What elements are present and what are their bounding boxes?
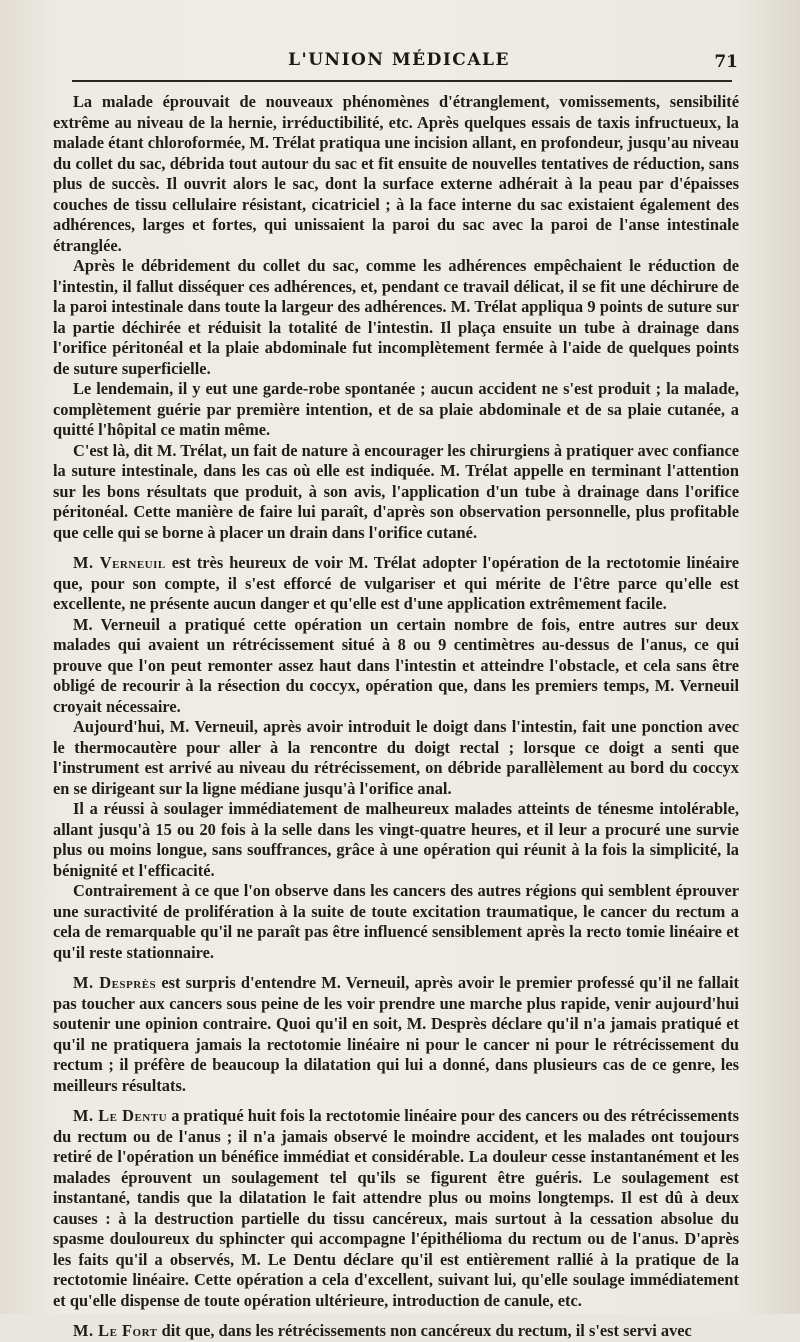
paragraph-text: dit que, dans les rétrécissements non cancéreux du rectum, il s'est servi avec	[161, 1321, 692, 1340]
paragraph-text: a pratiqué huit fois la rectotomie linéaire pour des cancers ou des rétrécissements du rectum ou de l'anus ; il n'a jamais observé le moindre accident, et les malades ont toujours retiré de l'opération un bénéfice immédiat et considérable. La douleur cesse instantanément et les malades éprouvent un soulagement tel qu'ils se figurent être guéris. Le soulagement est instantané, tandis que la dilatation le fait attendre plus ou moins longtemps. Il est dû à deux causes : à la destruction partielle du tissu cancéreux, mais surtout à la cessation absolue du spasme douloureux du sphincter qui accompagne l'épithélioma du rectum ou de l'anus. D'après les faits qu'il a observés, M. Le Dentu déclare qu'il est entièrement rallié à la pratique de la rectotomie linéaire. Cette opération a cela d'excellent, suivant lui, qu'elle soulage immédiatement et qu'elle dispense de toute opération ultérieure, introduction de canule, etc.	[53, 1106, 739, 1310]
paragraph	[53, 1106, 739, 1311]
speaker-name: M. Verneuil	[73, 553, 166, 572]
paragraph	[53, 973, 739, 1096]
paragraph: Contrairement à ce que l'on observe dans les cancers des autres régions qui semblent éprouver une suractivité de prolifération à la suite de toute excitation traumatique, le cancer du rectum a cela de remarquable qu'il ne paraît pas être influencé sensiblement après la recto tomie linéaire et qu'il reste stationnaire.	[53, 881, 739, 962]
paragraph: C'est là, dit M. Trélat, un fait de nature à encourager les chirurgiens à pratiquer avec confiance la suture intestinale, dans les cas où elle est indiquée. M. Trélat appelle en terminant l'attention sur les bons résultats que produit, à son avis, l'application d'un tube à drainage dans l'orifice péritonéal. Cette manière de faire lui paraît, d'après son observation personnelle, plus profitable que celle qui se borne à placer un drain dans l'orifice cutané.	[53, 440, 739, 542]
paragraph: M. Verneuil a pratiqué cette opération un certain nombre de fois, entre autres sur deux malades qui avaient un rétrécissement situé à 8 ou 9 centimètres au-dessus de l'anus, ce qui prouve que l'on peut remonter assez haut dans l'intestin et atteindre l'obstacle, et cela sans être obligé de recourir à la résection du coccyx, opération que, dans les premiers temps, M. Verneuil croyait nécessaire.	[53, 614, 739, 716]
paragraph: La malade éprouvait de nouveaux phénomènes d'étranglement, vomissements, sensibilité extrême au niveau de la hernie, irréductibilité, etc. Après quelques essais de taxis infructueux, la malade étant chloroformée, M. Trélat pratiqua une incision allant, en profondeur, jusqu'au niveau du collet du sac, débrida tout autour du sac et fit ensuite de nouvelles tentatives de réduction, sans plus de succès. Il ouvrit alors le sac, dont la surface externe adhérait à la peau par d'épaisses couches de tissu cellulaire résistant, cicatriciel ; à la face interne du sac existaient également des adhérences, larges et fortes, qui unissaient la paroi du sac avec la paroi de l'anse intestinale étranglée.	[53, 92, 739, 255]
paragraph: Le lendemain, il y eut une garde-robe spontanée ; aucun accident ne s'est produit ; la malade, complètement guérie par première intention, et de sa plaie abdominale et de sa plaie cutanée, a quitté l'hôpital ce matin même.	[53, 379, 739, 439]
paragraph: Il a réussi à soulager immédiatement de malheureux malades atteints de ténesme intolérable, allant jusqu'à 15 ou 20 fois à la selle dans les vingt-quatre heures, et il leur a procuré une survie plus ou moins longue, sans souffrances, grâce à une opération qui réunit à la fois la simplicité, la bénignité et l'efficacité.	[53, 799, 739, 880]
header-rule	[72, 80, 732, 82]
journal-title: L'UNION MÉDICALE	[288, 50, 510, 70]
page-header	[60, 44, 738, 74]
speaker-name: M. Le Dentu	[73, 1106, 168, 1125]
article-body	[53, 92, 739, 1342]
page-number: 71	[714, 52, 738, 72]
speaker-name: M. Desprès	[73, 973, 157, 992]
paragraph	[53, 553, 739, 615]
paragraph: Aujourd'hui, M. Verneuil, après avoir introduit le doigt dans l'intestin, fait une ponction avec le thermocautère pour aller à la rencontre du doigt rectal ; lorsque ce doigt a senti que l'instrument est arrivé au niveau du rétrécissement, on débride parallèlement au bord du coccyx en se dirigeant sur la ligne médiane jusqu'à l'orifice anal.	[53, 717, 739, 798]
paragraph-text: est surpris d'entendre M. Verneuil, après avoir le premier professé qu'il ne fallait pas toucher aux cancers sous peine de les voir prendre une marche plus rapide, venir aujourd'hui soutenir une opinion contraire. Quoi qu'il en soit, M. Desprès déclare qu'il n'a jamais pratiqué et qu'il ne pratiquera jamais la rectotomie linéaire ni pour le cancer ni pour le rétrécissement du rectum ; il préfère de beaucoup la dilatation qui lui a donné, dans plusieurs cas de ce genre, les meilleurs résultats.	[53, 973, 740, 1095]
paragraph	[53, 1321, 739, 1342]
paragraph-text: est très heureux de voir M. Trélat adopter l'opération de la rectotomie linéaire que, pour son compte, il s'est efforcé de vulgariser et qui mérite de l'être parce qu'elle est excellente, ne présente aucun danger et qu'elle est d'une application extrêmement facile.	[53, 553, 739, 613]
speaker-name: M. Le Fort	[73, 1321, 158, 1340]
paragraph: Après le débridement du collet du sac, comme les adhérences empêchaient le réduction de l'intestin, il fallut disséquer ces adhérences, et, pendant ce travail délicat, il se fit une déchirure de la paroi intestinale dans toute la largeur des adhérences. M. Trélat appliqua 9 points de suture sur la partie déchirée et réduisit la totalité de l'intestin. Il plaça ensuite un tube à drainage dans l'orifice péritonéal et la plaie abdominale fut incomplètement fermée à l'aide de quelques points de suture superficielle.	[53, 256, 739, 378]
